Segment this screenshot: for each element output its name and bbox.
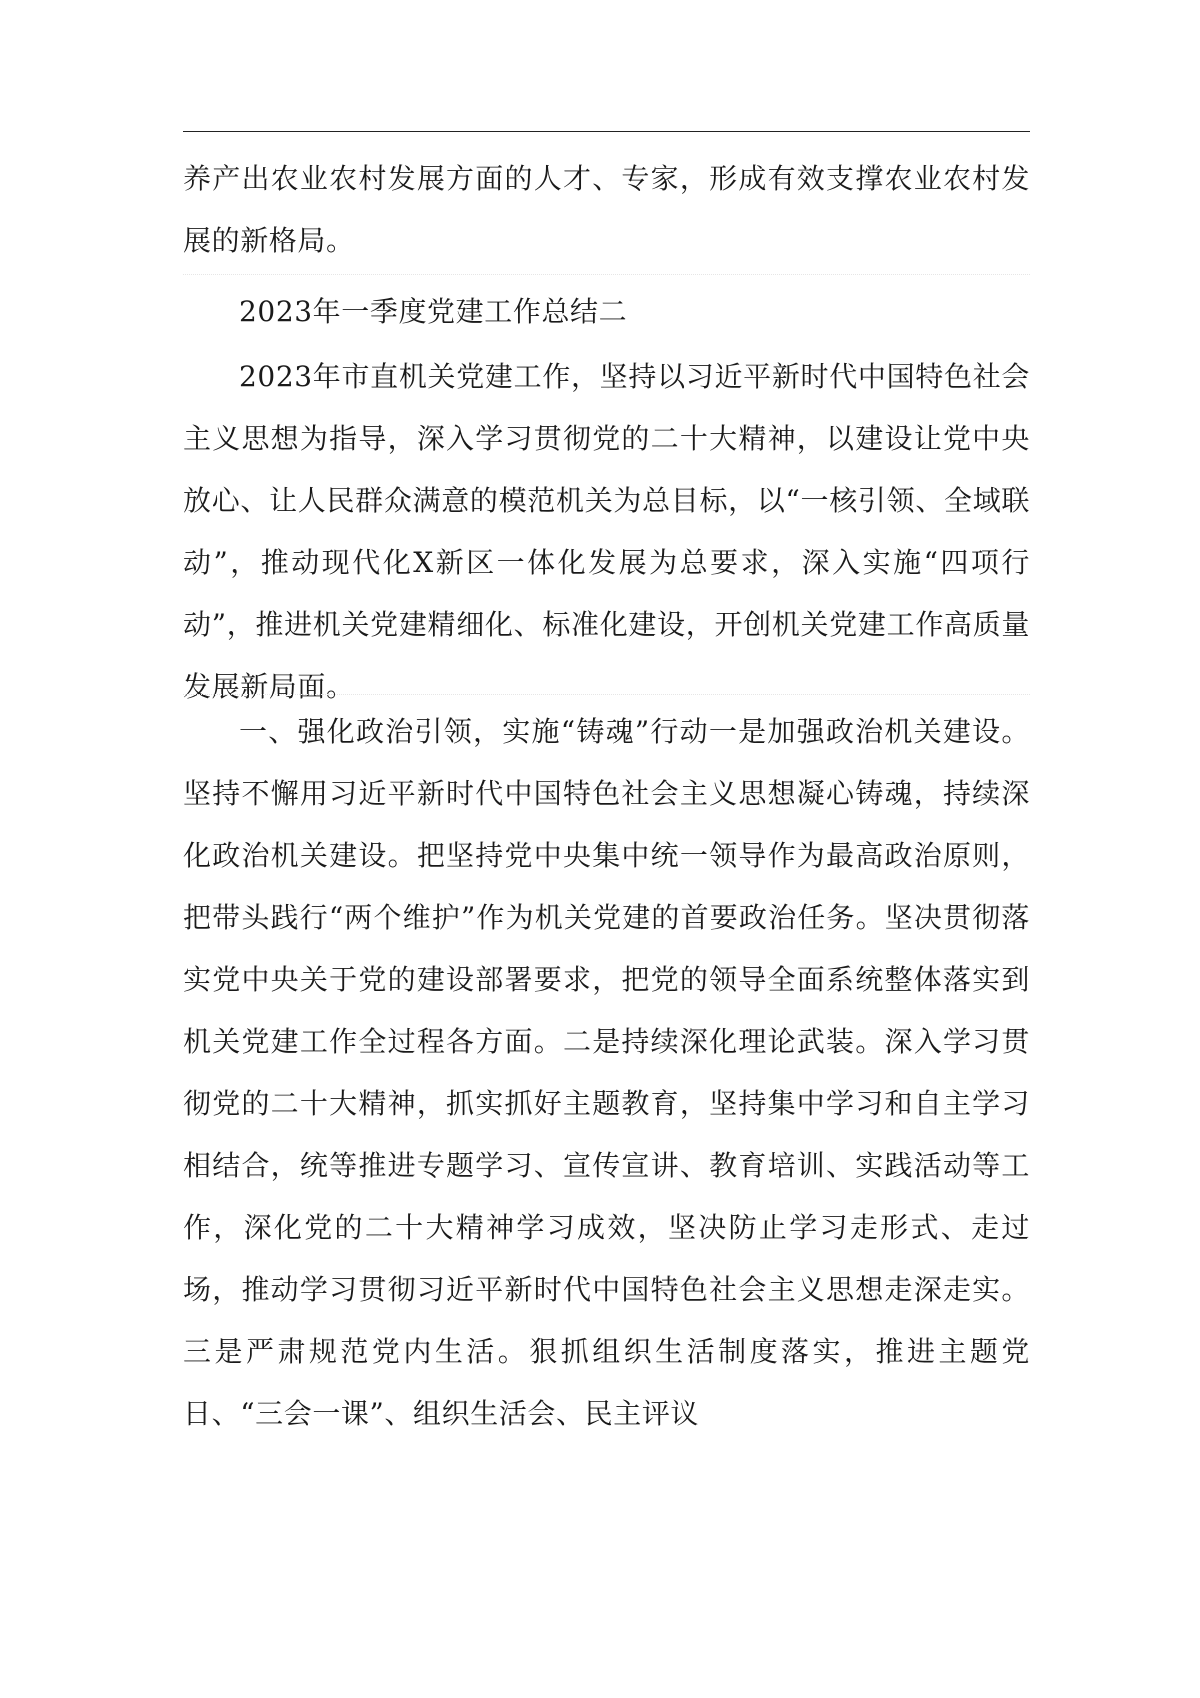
paragraph-separator bbox=[183, 694, 1030, 695]
paragraph-separator bbox=[183, 274, 1030, 275]
paragraph-2-block bbox=[183, 688, 1030, 1445]
continuation-paragraph: 养产出农业农村发展方面的人才、专家，形成有效支撑农业农村发展的新格局。 bbox=[183, 162, 1030, 257]
paragraph-2: 一、强化政治引领，实施“铸魂”行动一是加强政治机关建设。坚持不懈用习近平新时代中国特色社会主义思想凝心铸魂，持续深化政治机关建设。把坚持党中央集中统一领导作为最高政治原则，把带头践行“两个维护”作为机关党建的首要政治任务。坚决贯彻落实党中央关于党的建设部署要求，把党的领导全面系统整体落实到机关党建工作全过程各方面。二是持续深化理论武装。深入学习贯彻党的二十大精神，抓实抓好主题教育，坚持集中学习和自主学习相结合，统等推进专题学习、宣传宣讲、教育培训、实践活动等工作，深化党的二十大精神学习成效，坚决防止学习走形式、走过场，推动学习贯彻习近平新时代中国特色社会主义思想走深走实。三是严肃规范党内生活。狠抓组织生活制度落实，推进主题党日、“三会一课”、组织生活会、民主评议 bbox=[183, 715, 1030, 1430]
section-heading-block bbox=[183, 268, 1030, 343]
section-heading: 2023年一季度党建工作总结二 bbox=[239, 295, 628, 328]
paragraph-1: 2023年市直机关党建工作，坚持以习近平新时代中国特色社会主义思想为指导，深入学习贯彻党的二十大精神，以建设让党中央放心、让人民群众满意的模范机关为总目标，以“一核引领、全域联动”，推动现代化X新区一体化发展为总要求，深入实施“四项行动”，推进机关党建精细化、标准化建设，开创机关党建工作高质量发展新局面。 bbox=[183, 360, 1030, 703]
paragraph-1-block bbox=[183, 346, 1030, 718]
continuation-block bbox=[183, 148, 1030, 272]
header-rule bbox=[183, 131, 1030, 132]
